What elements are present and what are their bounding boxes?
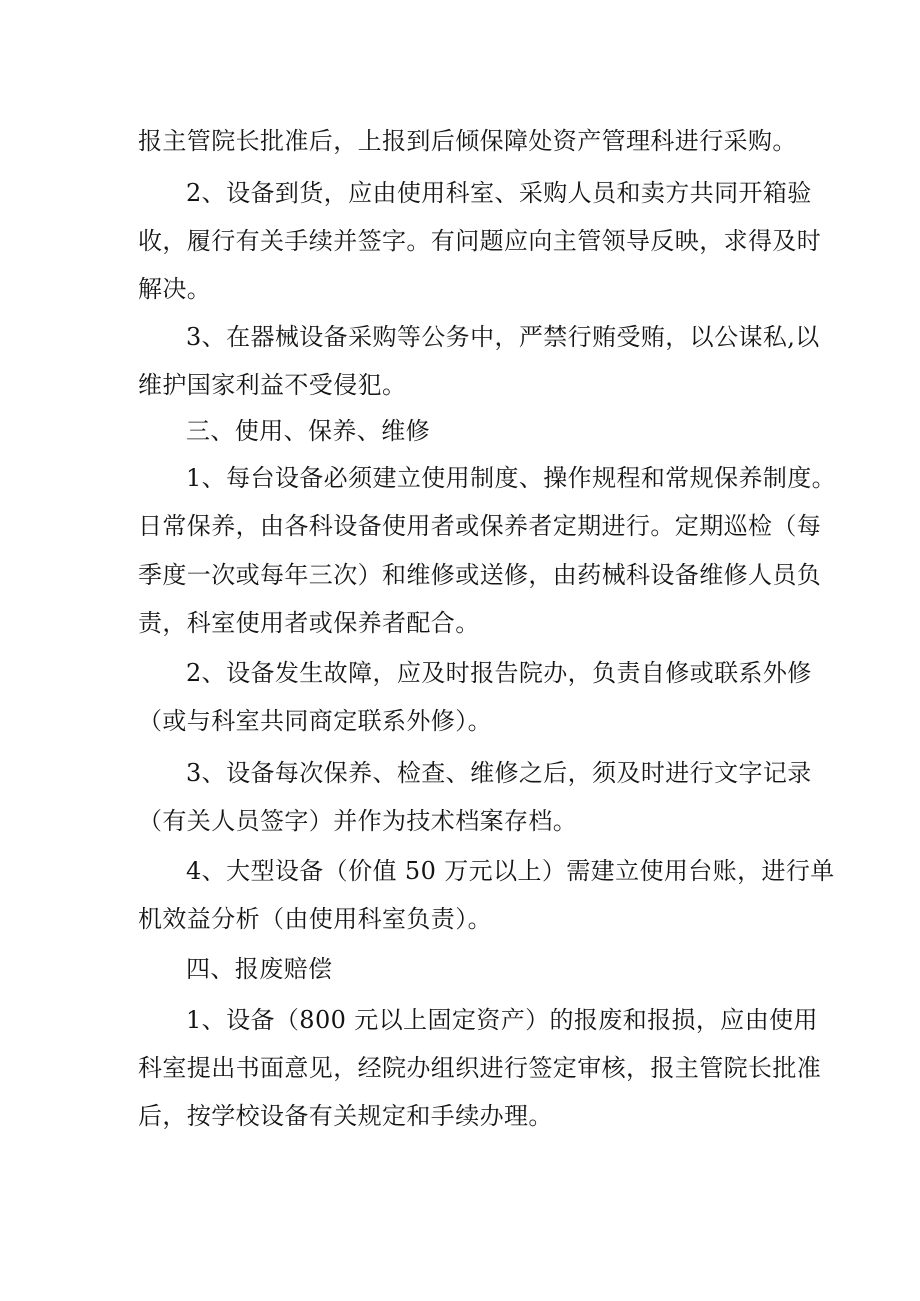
text-line: 后，按学校设备有关规定和手续办理。 <box>138 1102 553 1130</box>
text-line: 1、设备（800 元以上固定资产）的报废和报损，应由使用 <box>186 1006 818 1034</box>
text-line: 日常保养，由各科设备使用者或保养者定期进行。定期巡检（每 <box>138 512 822 540</box>
text-line: 机效益分析（由使用科室负责）。 <box>138 905 492 933</box>
text-line: 季度一次或每年三次）和维修或送修，由药械科设备维修人员负 <box>138 561 822 589</box>
text-line: 维护国家利益不受侵犯。 <box>138 371 407 399</box>
text-line: 3、设备每次保养、检查、维修之后，须及时进行文字记录 <box>186 759 812 787</box>
text-line: 解决。 <box>138 275 212 303</box>
text-line: （或与科室共同商定联系外修）。 <box>138 707 492 735</box>
text-line: 2、设备发生故障，应及时报告院办，负责自修或联系外修 <box>186 659 812 687</box>
text-line: 责，科室使用者或保养者配合。 <box>138 609 480 637</box>
section-heading: 四、报废赔偿 <box>186 955 333 983</box>
text-line: 4、大型设备（价值 50 万元以上）需建立使用台账，进行单 <box>186 857 835 885</box>
text-line: 科室提出书面意见，经院办组织进行签定审核，报主管院长批准 <box>138 1054 822 1082</box>
text-line: 1、每台设备必须建立使用制度、操作规程和常规保养制度。 <box>186 464 837 492</box>
text-line: 收，履行有关手续并签字。有问题应向主管领导反映，求得及时 <box>138 227 822 255</box>
section-heading: 三、使用、保养、维修 <box>186 417 430 445</box>
text-line: 3、在器械设备采购等公务中，严禁行贿受贿，以公谋私,以 <box>186 323 820 351</box>
text-line: 报主管院长批准后，上报到后倾保障处资产管理科进行采购。 <box>138 127 797 155</box>
text-line: （有关人员签字）并作为技术档案存档。 <box>138 807 578 835</box>
text-line: 2、设备到货，应由使用科室、采购人员和卖方共同开箱验 <box>186 179 812 207</box>
